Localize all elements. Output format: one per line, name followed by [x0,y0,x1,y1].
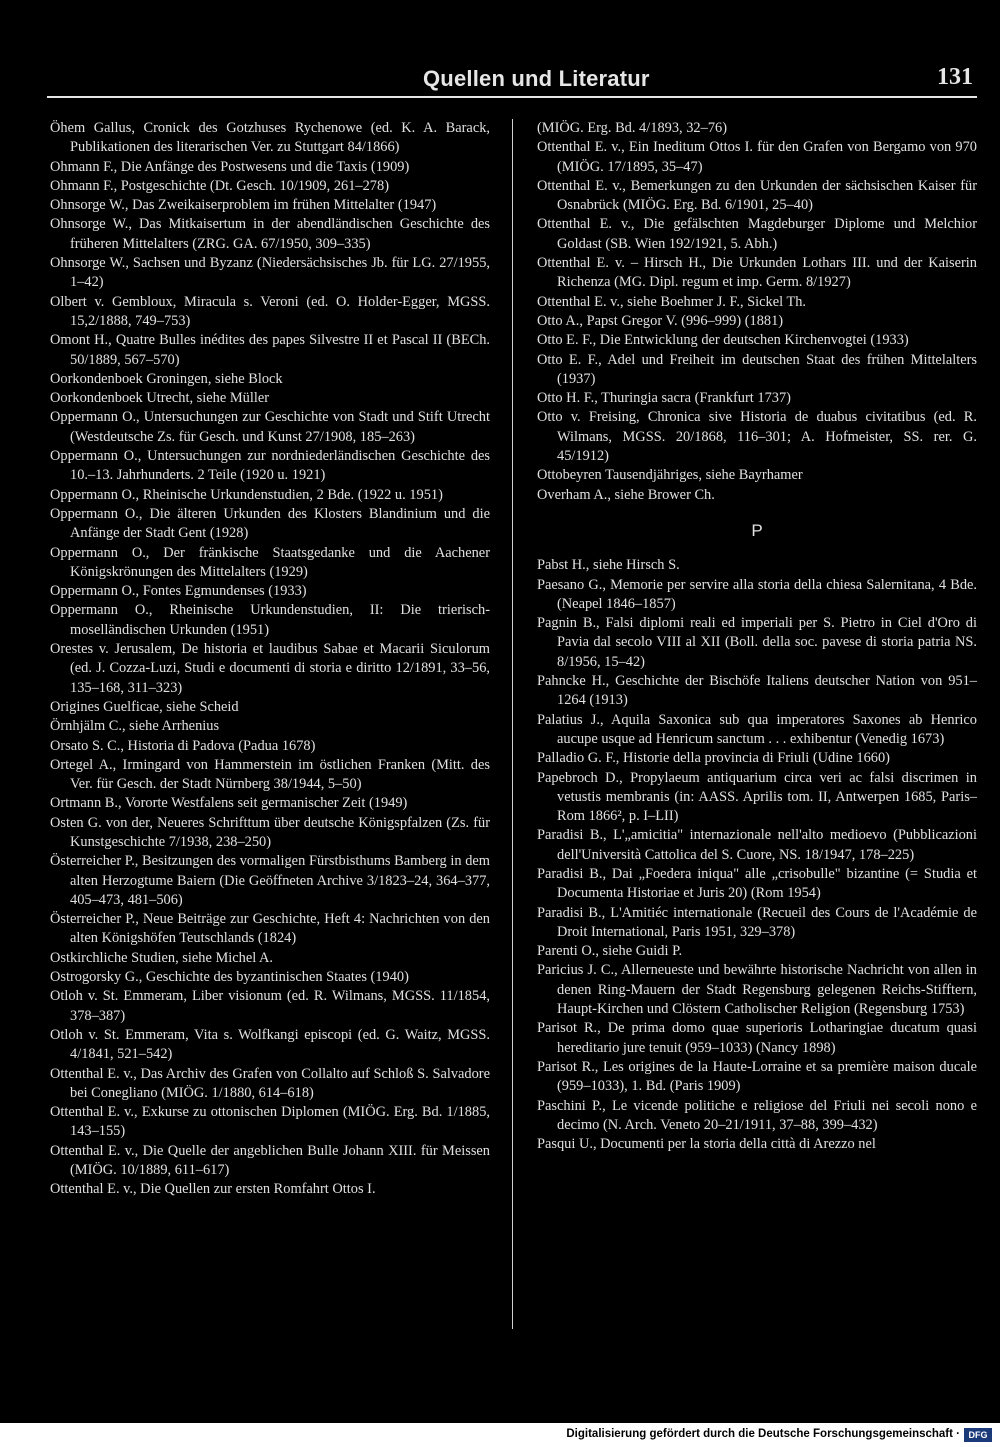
bibliography-entry: Orsato S. C., Historia di Padova (Padua 1678) [50,737,316,754]
bibliography-entry: Palatius J., Aquila Saxonica sub qua imperatores Saxones ab Henrico aucupe usque ad Henricum sanctum . . . exhibentur (Venedig 1673) [537,711,977,747]
bibliography-entry: Ottenthal E. v., Bemerkungen zu den Urkunden der sächsischen Kaiser für Osnabrück (MIÖG. Erg. Bd. 6/1901, 25–40) [537,177,977,214]
bibliography-entry: Papebroch D., Propylaeum antiquarium circa veri ac falsi discrimen in vetustis membranis (in: AASS. Aprilis tom. II, Antwerpen 1685, Paris–Rom 1866², p. I–LII) [537,769,977,825]
bibliography-entry: Ohnsorge W., Das Zweikaiserproblem im frühen Mittelalter (1947) [50,197,437,214]
right-entries-bottom [537,556,977,1154]
bibliography-entry: Oppermann O., Untersuchungen zur nordniederländischen Geschichte des 10.–13. Jahrhunderts. 2 Teile (1920 u. 1921) [50,448,490,484]
bibliography-entry: Ostrogorsky G., Geschichte des byzantinischen Staates (1940) [50,969,409,986]
bibliography-entry: Otloh v. St. Emmeram, Vita s. Wolfkangi episcopi (ed. G. Waitz, MGSS. 4/1841, 521–542) [50,1026,490,1063]
bibliography-entry: Parisot R., De prima domo quae superioris Lotharingiae ducatum quasi hereditario jure tenuit (959–1033) (Nancy 1898) [537,1020,977,1056]
header-title: Quellen und Literatur [423,66,650,91]
bibliography-entry: Oorkondenboek Utrecht, siehe Müller [50,390,269,407]
bibliography-entry: Ottenthal E. v., Die Quellen zur ersten Romfahrt Ottos I. [50,1181,376,1198]
right-entries-top [537,119,977,505]
bibliography-entry: Ortegel A., Irmingard von Hammerstein im östlichen Franken (Mitt. des Ver. für Gesch. der Stadt Nürnberg 38/1944, 5–50) [50,756,490,793]
bibliography-entry: Overham A., siehe Brower Ch. [537,486,715,503]
bibliography-entry: Olbert v. Gembloux, Miracula s. Veroni (ed. O. Holder-Egger, MGSS. 15,2/1888, 749–753) [50,293,490,329]
bibliography-entry: Österreicher P., Neue Beiträge zur Geschichte, Heft 4: Nachrichten von den alten Königshöfen Teutschlands (1824) [50,911,490,947]
bibliography-entry: Ohmann F., Postgeschichte (Dt. Gesch. 10/1909, 261–278) [50,177,389,194]
bibliography-entry: Ottenthal E. v., Das Archiv des Grafen von Collalto auf Schloß S. Salvadore bei Conegliano (MIÖG. 1/1880, 614–618) [50,1065,490,1101]
bibliography-entry: Pasqui U., Documenti per la storia della città di Arezzo nel [537,1136,876,1153]
page-number: 131 [937,64,973,90]
section-letter: P [751,520,763,540]
bibliography-entry: Ottobeyren Tausendjähriges, siehe Bayrhamer [537,467,803,484]
bibliography-entry: Paesano G., Memorie per servire alla storia della chiesa Salernitana, 4 Bde. (Neapel 1846–1857) [537,576,977,612]
bibliography-entry: Oppermann O., Rheinische Urkundenstudien, II: Die trierisch-moselländischen Urkunden (1951) [50,602,490,638]
bibliography-entry: Österreicher P., Besitzungen des vormaligen Fürstbisthums Bamberg in dem alten Herzogtume Baiern (Die Geöffneten Archive 3/1823–24, 364–377, 405–473, 481–506) [50,853,490,908]
bibliography-entry: Oorkondenboek Groningen, siehe Block [50,370,283,387]
dfg-logo: DFG [964,1428,992,1442]
bibliography-entry: Ottenthal E. v., Exkurse zu ottonischen Diplomen (MIÖG. Erg. Bd. 1/1885, 143–155) [50,1104,490,1140]
bibliography-entry: Parisot R., Les origines de la Haute-Lorraine et sa première maison ducale (959–1033), 1. Bd. (Paris 1909) [537,1058,977,1095]
bibliography-entry: Paschini P., Le vicende politiche e religiose del Friuli nei secoli nono e decimo (N. Arch. Veneto 20–21/1911, 37–88, 399–432) [537,1097,977,1133]
bibliography-entry: Otto H. F., Thuringia sacra (Frankfurt 1737) [537,390,791,407]
bibliography-entry: Oppermann O., Die älteren Urkunden des Klosters Blandinium und die Anfänge der Stadt Gent (1928) [50,505,490,542]
bibliography-entry: Ohnsorge W., Sachsen und Byzanz (Niedersächsisches Jb. für LG. 27/1955, 1–42) [50,255,490,291]
bibliography-entry: Ohmann F., Die Anfänge des Postwesens und die Taxis (1909) [50,158,410,175]
footer-credit: Digitalisierung gefördert durch die Deutsche Forschungsgemeinschaft · [566,1428,960,1440]
bibliography-entry: Pahncke H., Geschichte der Bischöfe Italiens deutscher Nation von 951–1264 (1913) [537,673,977,709]
bibliography-entry: Ottenthal E. v., Ein Ineditum Ottos I. für den Grafen von Bergamo von 970 (MIÖG. 17/1895, 35–47) [537,139,977,175]
bibliography-entry: Paradisi B., L'Amitiéc internationale (Recueil des Cours de l'Académie de Droit International, Paris 1951, 329–378) [537,904,977,940]
bibliography-entry: Ottenthal E. v., siehe Boehmer J. F., Sickel Th. [537,293,807,310]
bibliography-entry: Örnhjälm C., siehe Arrhenius [50,718,220,735]
column-divider [512,119,513,1329]
bibliography-entry: Otloh v. St. Emmeram, Liber visionum (ed. R. Wilmans, MGSS. 11/1854, 378–387) [50,988,490,1024]
bibliography-entry: Otto E. F., Die Entwicklung der deutschen Kirchenvogtei (1933) [537,332,909,349]
running-header [47,62,977,98]
bibliography-entry: Palladio G. F., Historie della provincia di Friuli (Udine 1660) [537,750,890,767]
bibliography-entry: Paradisi B., L'„amicitia" internazionale nell'alto medioevo (Pubblicazioni dell'Università Cattolica del S. Cuore, NS. 18/1947, 178–225) [537,827,977,863]
bibliography-entry: Parenti O., siehe Guidi P. [537,943,683,960]
bibliography-entry: Ottenthal E. v., Die gefälschten Magdeburger Diplome und Melchior Goldast (SB. Wien 192/1921, 5. Abh.) [537,216,977,252]
bibliography-entry: Otto A., Papst Gregor V. (996–999) (1881) [537,312,784,329]
bibliography-entry: Ortmann B., Vororte Westfalens seit germanischer Zeit (1949) [50,795,408,812]
bibliography-entry: Ottenthal E. v. – Hirsch H., Die Urkunden Lothars III. und der Kaiserin Richenza (MG. Dipl. regum et imp. Germ. 8/1927) [537,255,977,291]
bibliography-entry: Pabst H., siehe Hirsch S. [537,557,680,574]
bibliography-entry: Oppermann O., Der fränkische Staatsgedanke und die Aachener Königskrönungen des Mittelalters (1929) [50,544,490,580]
bibliography-entry: Oppermann O., Rheinische Urkundenstudien, 2 Bde. (1922 u. 1951) [50,486,443,503]
bibliography-entry: Orestes v. Jerusalem, De historia et laudibus Sabae et Macarii Siculorum (ed. J. Cozza-Luzi, Studi e documenti di storia e diritto 12/1891, 33–56, 135–168, 311–323) [50,641,490,696]
bibliography-entry: Pagnin B., Falsi diplomi reali ed imperiali per S. Pietro in Ciel d'Oro di Pavia dal secolo VIII al XII (Boll. della soc. pavese di storia patria NS. 8/1956, 15–42) [537,615,977,670]
left-column [50,119,490,1200]
bibliography-entry: Origines Guelficae, siehe Scheid [50,698,239,715]
bibliography-entry: Oppermann O., Untersuchungen zur Geschichte von Stadt und Stift Utrecht (Westdeutsche Zs. für Gesch. und Kunst 27/1908, 185–263) [50,409,490,445]
bibliography-entry: Osten G. von der, Neueres Schrifttum über deutsche Königspfalzen (Zs. für Kunstgeschichte 7/1938, 238–250) [50,814,490,850]
bibliography-entry: (MIÖG. Erg. Bd. 4/1893, 32–76) [537,120,728,136]
bibliography-entry: Otto E. F., Adel und Freiheit im deutschen Staat des frühen Mittelalters (1937) [537,351,977,387]
bibliography-entry: Oppermann O., Fontes Egmundenses (1933) [50,583,307,600]
bibliography-entry: Ohnsorge W., Das Mitkaisertum in der abendländischen Geschichte des früheren Mittelalters (ZRG. GA. 67/1950, 309–335) [50,216,490,252]
bibliography-entry: Ottenthal E. v., Die Quelle der angeblichen Bulle Johann XIII. für Meissen (MIÖG. 10/1889, 611–617) [50,1142,490,1179]
bibliography-entry: Paradisi B., Dai „Foedera iniqua" alle „crisobulle" bizantine (= Studia et Documenta Historiae et Juris 20) (Rom 1954) [537,865,977,902]
bibliography-entry: Omont H., Quatre Bulles inédites des papes Silvestre II et Pascal II (BECh. 50/1889, 567–570) [50,332,490,368]
footer-bar [0,1423,1000,1447]
bibliography-entry: Öhem Gallus, Cronick des Gotzhuses Rychenowe (ed. K. A. Barack, Publikationen des literarischen Ver. zu Stuttgart 84/1866) [50,120,490,156]
bibliography-entry: Paricius J. C., Allerneueste und bewährte historische Nachricht von allen in denen Ring-Mauern der Stadt Regensburg gelegenen Reichs-Stifftern, Haupt-Kirchen und Clöstern Catholischer Religion (Regensburg 1753) [537,962,977,1018]
right-column [537,119,977,1154]
bibliography-entry: Otto v. Freising, Chronica sive Historia de duabus civitatibus (ed. R. Wilmans, MGSS. 20/1868, 116–301; A. Hofmeister, SS. rer. G. 45/1912) [537,409,977,465]
bibliography-entry: Ostkirchliche Studien, siehe Michel A. [50,949,274,966]
